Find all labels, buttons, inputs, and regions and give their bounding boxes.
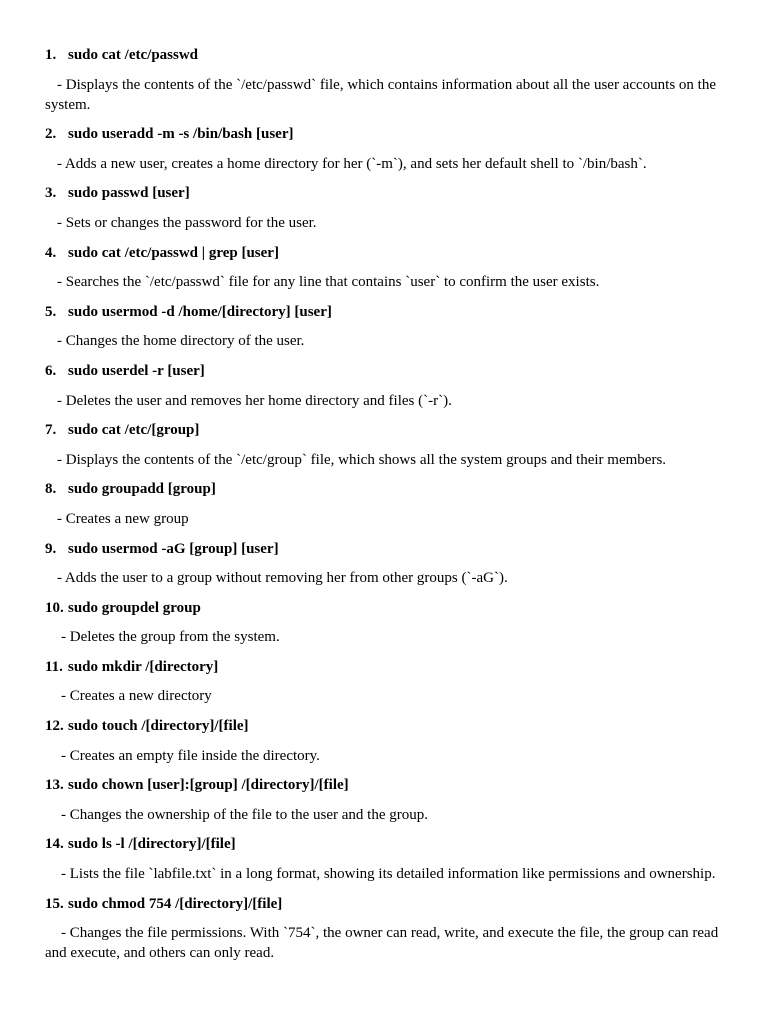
command-line [45, 183, 735, 203]
command-description: - Lists the file `labfile.txt` in a long format, showing its detailed information like permissions and ownership. [61, 866, 716, 883]
command-text: sudo chmod 754 /[directory]/[file] [68, 895, 283, 912]
command-text: sudo mkdir /[directory] [68, 658, 219, 675]
command-line [45, 834, 735, 854]
command-description: - Changes the home directory of the user. [57, 333, 305, 350]
command-line [45, 894, 735, 914]
command-text: sudo touch /[directory]/[file] [68, 718, 249, 735]
command-line [45, 539, 735, 559]
command-text: sudo cat /etc/[group] [68, 422, 200, 439]
command-text: sudo cat /etc/passwd | grep [user] [68, 244, 279, 261]
command-description: - Adds a new user, creates a home directory for her (`-m`), and sets her default shell to `/bin/bash`. [57, 155, 647, 172]
item-number: 13. [45, 777, 64, 794]
item-number: 9. [45, 540, 57, 557]
item-number: 11. [45, 658, 63, 675]
list-item [45, 361, 735, 411]
command-line [45, 716, 735, 736]
command-line [45, 302, 735, 322]
command-description: - Sets or changes the password for the user. [57, 214, 317, 231]
list-item [45, 834, 735, 884]
list-item [45, 420, 735, 470]
list-item [45, 657, 735, 707]
command-line [45, 45, 735, 65]
command-text: sudo groupadd [group] [68, 481, 216, 498]
command-text: sudo userdel -r [user] [68, 362, 205, 379]
item-number: 3. [45, 185, 57, 202]
item-number: 5. [45, 303, 57, 320]
command-description: - Searches the `/etc/passwd` file for any line that contains `user` to confirm the user exists. [57, 274, 600, 291]
command-description: - Displays the contents of the `/etc/passwd` file, which contains information about all the user accounts on the system. [45, 76, 716, 113]
list-item [45, 479, 735, 529]
item-number: 4. [45, 244, 57, 261]
list-item [45, 45, 735, 115]
item-number: 10. [45, 599, 64, 616]
item-number: 14. [45, 836, 64, 853]
command-text: sudo chown [user]:[group] /[directory]/[file] [68, 777, 349, 794]
command-description: - Creates a new directory [61, 688, 212, 705]
command-line [45, 420, 735, 440]
command-text: sudo passwd [user] [68, 185, 190, 202]
list-item [45, 894, 735, 964]
item-number: 2. [45, 126, 57, 143]
item-number: 1. [45, 47, 57, 63]
item-number: 12. [45, 718, 64, 735]
list-item [45, 598, 735, 648]
command-description: - Changes the ownership of the file to the user and the group. [61, 806, 428, 823]
command-text: sudo useradd -m -s /bin/bash [user] [68, 126, 294, 143]
command-text: sudo usermod -aG [group] [user] [68, 540, 279, 557]
item-number: 8. [45, 481, 57, 498]
item-number: 15. [45, 895, 64, 912]
command-line [45, 124, 735, 144]
command-text: sudo groupdel group [68, 599, 201, 616]
command-description: - Deletes the user and removes her home directory and files (`-r`). [57, 392, 452, 409]
command-description: - Changes the file permissions. With `754`, the owner can read, write, and execute the file, the group can read and execute, and others can only read. [45, 925, 719, 962]
command-text: sudo cat /etc/passwd [68, 47, 199, 63]
command-text: sudo usermod -d /home/[directory] [user] [68, 303, 332, 320]
command-description: - Adds the user to a group without removing her from other groups (`-aG`). [57, 570, 508, 587]
command-description: - Deletes the group from the system. [61, 629, 280, 646]
list-item [45, 183, 735, 233]
list-item [45, 302, 735, 352]
command-line [45, 479, 735, 499]
command-line [45, 775, 735, 795]
list-item [45, 243, 735, 293]
command-line [45, 657, 735, 677]
command-description: - Creates a new group [57, 510, 189, 527]
item-number: 6. [45, 362, 57, 379]
command-line [45, 598, 735, 618]
command-line [45, 243, 735, 263]
command-text: sudo ls -l /[directory]/[file] [68, 836, 236, 853]
command-description: - Creates an empty file inside the directory. [61, 747, 320, 764]
list-item [45, 539, 735, 589]
list-item [45, 716, 735, 766]
list-item [45, 775, 735, 825]
item-number: 7. [45, 422, 57, 439]
command-line [45, 361, 735, 381]
command-description: - Displays the contents of the `/etc/group` file, which shows all the system groups and their members. [57, 451, 667, 468]
command-list [45, 45, 735, 973]
list-item [45, 124, 735, 174]
